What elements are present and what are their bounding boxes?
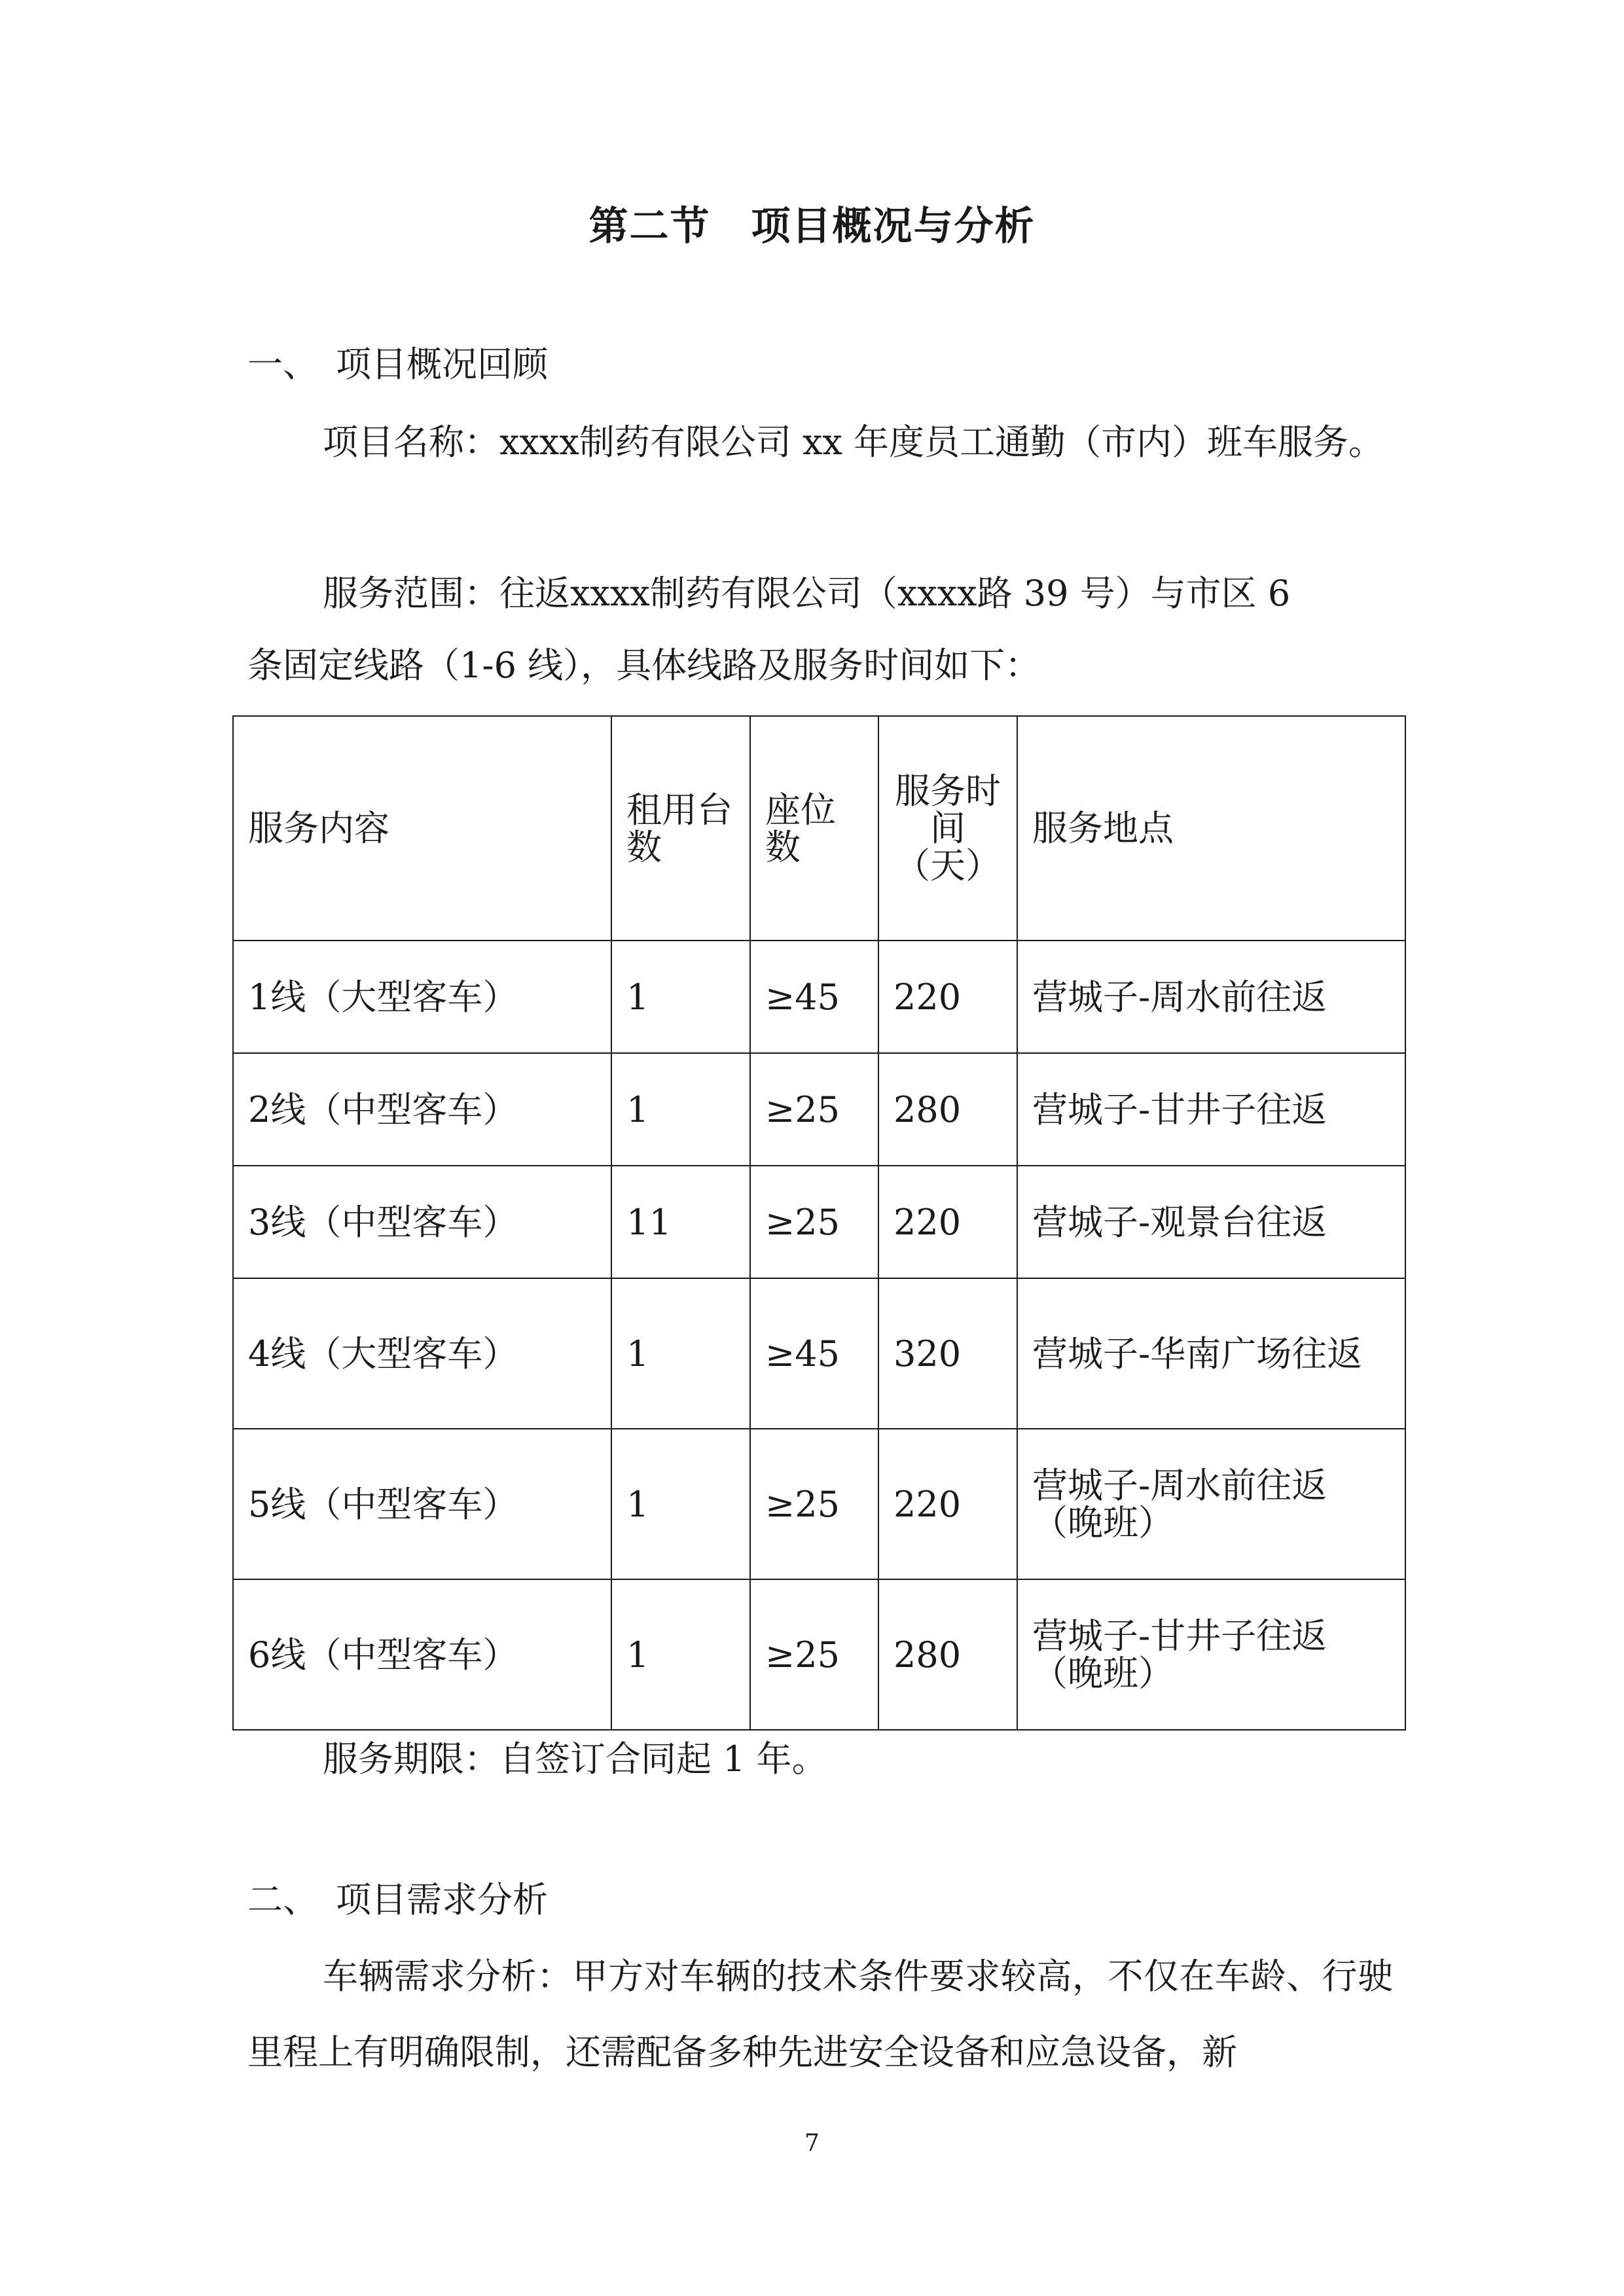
header-rent-count: 租用台数 [611,716,750,941]
section-heading-requirements: 二、 项目需求分析 [247,1879,548,1920]
cell-seats: ≥45 [750,941,878,1053]
cell-location: 营城子-甘井子往返（晚班） [1017,1579,1405,1730]
cell-count: 1 [611,1053,750,1166]
cell-days: 280 [878,1579,1017,1730]
service-scope-line-2: 条固定线路（1-6 线），具体线路及服务时间如下： [247,645,1041,686]
cell-location: 营城子-观景台往返 [1017,1166,1405,1278]
table-row [233,1166,1405,1278]
cell-count: 1 [611,1579,750,1730]
project-name-paragraph: 项目名称：xxxx制药有限公司 xx 年度员工通勤（市内）班车服务。 [323,422,1384,463]
cell-count: 1 [611,1429,750,1579]
cell-content: 6线（中型客车） [233,1579,611,1730]
cell-content: 1线（大型客车） [233,941,611,1053]
service-routes-table [232,715,1406,1731]
cell-days: 220 [878,1429,1017,1579]
table-row [233,941,1405,1053]
cell-location: 营城子-华南广场往返 [1017,1278,1405,1429]
cell-seats: ≥25 [750,1166,878,1278]
cell-count: 11 [611,1166,750,1278]
vehicle-requirement-paragraph: 车辆需求分析：甲方对车辆的技术条件要求较高，不仅在车龄、行驶里程上有明确限制，还需配备多种先进安全设备和应急设备，新 [247,1956,1393,2073]
table-row [233,1429,1405,1579]
header-seats: 座位数 [750,716,878,941]
cell-seats: ≥45 [750,1278,878,1429]
header-service-location: 服务地点 [1017,716,1405,941]
cell-content: 2线（中型客车） [233,1053,611,1166]
section-heading-overview: 一、 项目概况回顾 [247,344,548,385]
cell-count: 1 [611,941,750,1053]
service-scope-line-1: 服务范围：往返xxxx制药有限公司（xxxx路 39 号）与市区 6 [323,573,1291,614]
cell-content: 4线（大型客车） [233,1278,611,1429]
cell-days: 220 [878,941,1017,1053]
cell-content: 3线（中型客车） [233,1166,611,1278]
table-row [233,1053,1405,1166]
cell-days: 220 [878,1166,1017,1278]
cell-seats: ≥25 [750,1579,878,1730]
page-number: 7 [804,2130,820,2157]
cell-days: 280 [878,1053,1017,1166]
cell-location: 营城子-甘井子往返 [1017,1053,1405,1166]
cell-seats: ≥25 [750,1053,878,1166]
cell-location: 营城子-周水前往返 [1017,941,1405,1053]
cell-location: 营城子-周水前往返（晚班） [1017,1429,1405,1579]
table-header-row [233,716,1405,941]
service-term-line: 服务期限：自签订合同起 1 年。 [323,1738,827,1780]
header-service-content: 服务内容 [233,716,611,941]
page-title: 第二节 项目概况与分析 [588,204,1036,249]
cell-content: 5线（中型客车） [233,1429,611,1579]
header-service-days: 服务时间（天） [878,716,1017,941]
table-row [233,1579,1405,1730]
cell-count: 1 [611,1278,750,1429]
cell-days: 320 [878,1278,1017,1429]
table-row [233,1278,1405,1429]
cell-seats: ≥25 [750,1429,878,1579]
